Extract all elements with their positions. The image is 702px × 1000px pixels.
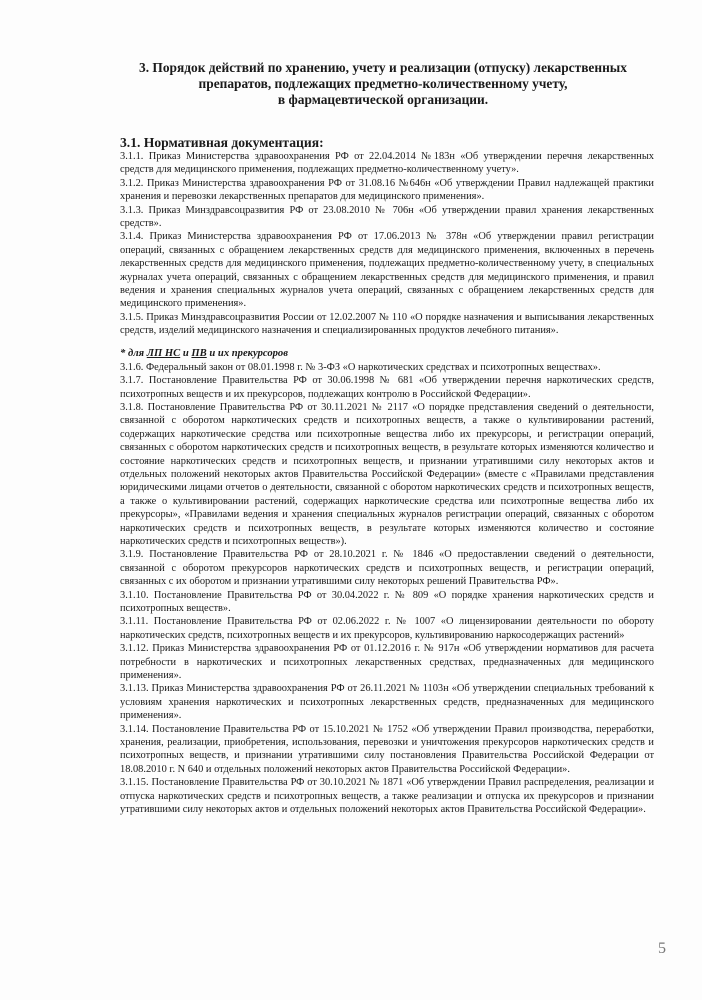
regulation-item: 3.1.9. Постановление Правительства РФ от 28.10.2021 г. № 1846 «О предоставлении сведений о деятельности, связанной с оборотом прекурсоров наркотических средств и психотропных веществ, и регистрации операций, связанных с их оборотом и признании утратившими силу некоторых решений Правительства РФ». <box>120 549 654 588</box>
note-suffix: и их прекурсоров <box>206 347 288 359</box>
regulation-item: 3.1.15. Постановление Правительства РФ от 30.10.2021 № 1871 «Об утверждении Правил распределения, реализации и отпуска наркотических средств и психотропных веществ, а также реализации и отпуска их прекурсоров и признании утратившими силу некоторых актов и отдельных положений некоторых актов Правительства Российской Федерации». <box>120 777 654 816</box>
regulation-item: 3.1.8. Постановление Правительства РФ от 30.11.2021 № 2117 «О порядке представления сведений о деятельности, связанной с оборотом наркотических средств и психотропных веществ, а также о культивировании растений, содержащих наркотические средства или психотропные вещества либо их прекурсоры, и регистрации операций, связанных с оборотом наркотических средств и психотропных веществ, в результате которых изменяются количество и состояние наркотических средств и психотропных веществ, и признании утратившими силу некоторых актов и отдельных положений некоторых актов Правительства Российской Федерации» (вместе с «Правилами представления юридическими лицами отчетов о деятельности, связанной с оборотом наркотических средств и психотропных веществ, а также о культивировании растений, содержащих наркотические средства или психотропные вещества либо их прекурсоры», «Правилами ведения и хранения специальных журналов регистрации операций, связанных с оборотом наркотических средств и психотропных веществ, в результате которых изменяются количество и состояние наркотических средств и психотропных веществ»). <box>120 401 654 547</box>
title-line-3: в фармацевтической организации. <box>277 92 489 107</box>
regulation-item: 3.1.13. Приказ Министерства здравоохранения РФ от 26.11.2021 № 1103н «Об утверждении специальных требований к условиям хранения наркотических и психотропных лекарственных средств, предназначенных для медицинского применения». <box>120 683 654 722</box>
regulation-item: 3.1.10. Постановление Правительства РФ от 30.04.2022 г. № 809 «О порядке хранения наркотических средств и психотропных веществ». <box>120 589 654 614</box>
regulation-item: 3.1.6. Федеральный закон от 08.01.1998 г. № 3-ФЗ «О наркотических средствах и психотропных веществах». <box>120 361 601 373</box>
note-prefix: * для <box>120 347 147 359</box>
regulation-item: 3.1.3. Приказ Минздравсоцразвития РФ от 23.08.2010 № 706н «Об утверждении правил хранения лекарственных средств». <box>120 204 654 230</box>
regulation-item: 3.1.12. Приказ Министерства здравоохранения РФ от 01.12.2016 г. № 917н «Об утверждении нормативов для расчета потребности в наркотических и психотропных лекарственных средствах, предназначенных для медицинского применения». <box>120 643 654 682</box>
regulation-item: 3.1.5. Приказ Минздравсоцразвития России от 12.02.2007 № 110 «О порядке назначения и выписывания лекарственных средств, изделий медицинского назначения и специализированных продуктов лечебного питания». <box>120 311 654 337</box>
regulation-list-narcotics <box>120 361 654 817</box>
note-and: и <box>180 347 192 359</box>
narcotics-note <box>120 347 654 360</box>
regulation-list-general <box>120 150 654 338</box>
note-pv: ПВ <box>191 347 207 359</box>
regulation-item: 3.1.11. Постановление Правительства РФ от 02.06.2022 г. № 1007 «О лицензировании деятельности по обороту наркотических средств, психотропных веществ и их прекурсоров, культивированию наркосодержащих растений» <box>120 616 654 641</box>
page-title <box>112 60 654 108</box>
page-number: 5 <box>658 940 666 957</box>
regulation-item: 3.1.7. Постановление Правительства РФ от 30.06.1998 № 681 «Об утверждении перечня наркотических средств, психотропных веществ и их прекурсоров, подлежащих контролю в Российской Федерации». <box>120 375 654 400</box>
title-line-2: препаратов, подлежащих предметно-количественному учету, <box>198 76 568 91</box>
regulation-item: 3.1.1. Приказ Министерства здравоохранения РФ от 22.04.2014 №183н «Об утверждении перечня лекарственных средств для медицинского применения, подлежащих предметно-количественному учету». <box>120 151 654 176</box>
section-heading: 3.1. Нормативная документация: <box>120 135 324 150</box>
title-line-1: 3. Порядок действий по хранению, учету и реализации (отпуску) лекарственных <box>139 60 627 75</box>
regulation-item: 3.1.4. Приказ Министерства здравоохранения РФ от 17.06.2013 № 378н «Об утверждении правил регистрации операций, связанных с обращением лекарственных средств для медицинского применения, включенных в перечень лекарственных средств для медицинского применения, подлежащих предметно-количественному учету, в специальных журналах учета операций, связанных с обращением лекарственных средств для медицинского применения, и правил ведения и хранения специальных журналов учета операций, связанных с обращением лекарственных средств для медицинского применения». <box>120 231 654 310</box>
regulation-item: 3.1.2. Приказ Министерства здравоохранения РФ от 31.08.16 №646н «Об утверждении Правил надлежащей практики хранения и перевозки лекарственных препаратов для медицинского применения». <box>120 177 654 203</box>
regulation-item: 3.1.14. Постановление Правительства РФ от 15.10.2021 № 1752 «Об утверждении Правил производства, переработки, хранения, реализации, приобретения, использования, перевозки и уничтожения прекурсоров наркотических средств и психотропных веществ, и признании утратившими силу постановления Правительства Российской Федерации от 18.08.2010 г. N 640 и отдельных положений некоторых актов Правительства Российской Федерации». <box>120 723 654 775</box>
note-ls-ns: ЛП НС <box>146 347 181 359</box>
